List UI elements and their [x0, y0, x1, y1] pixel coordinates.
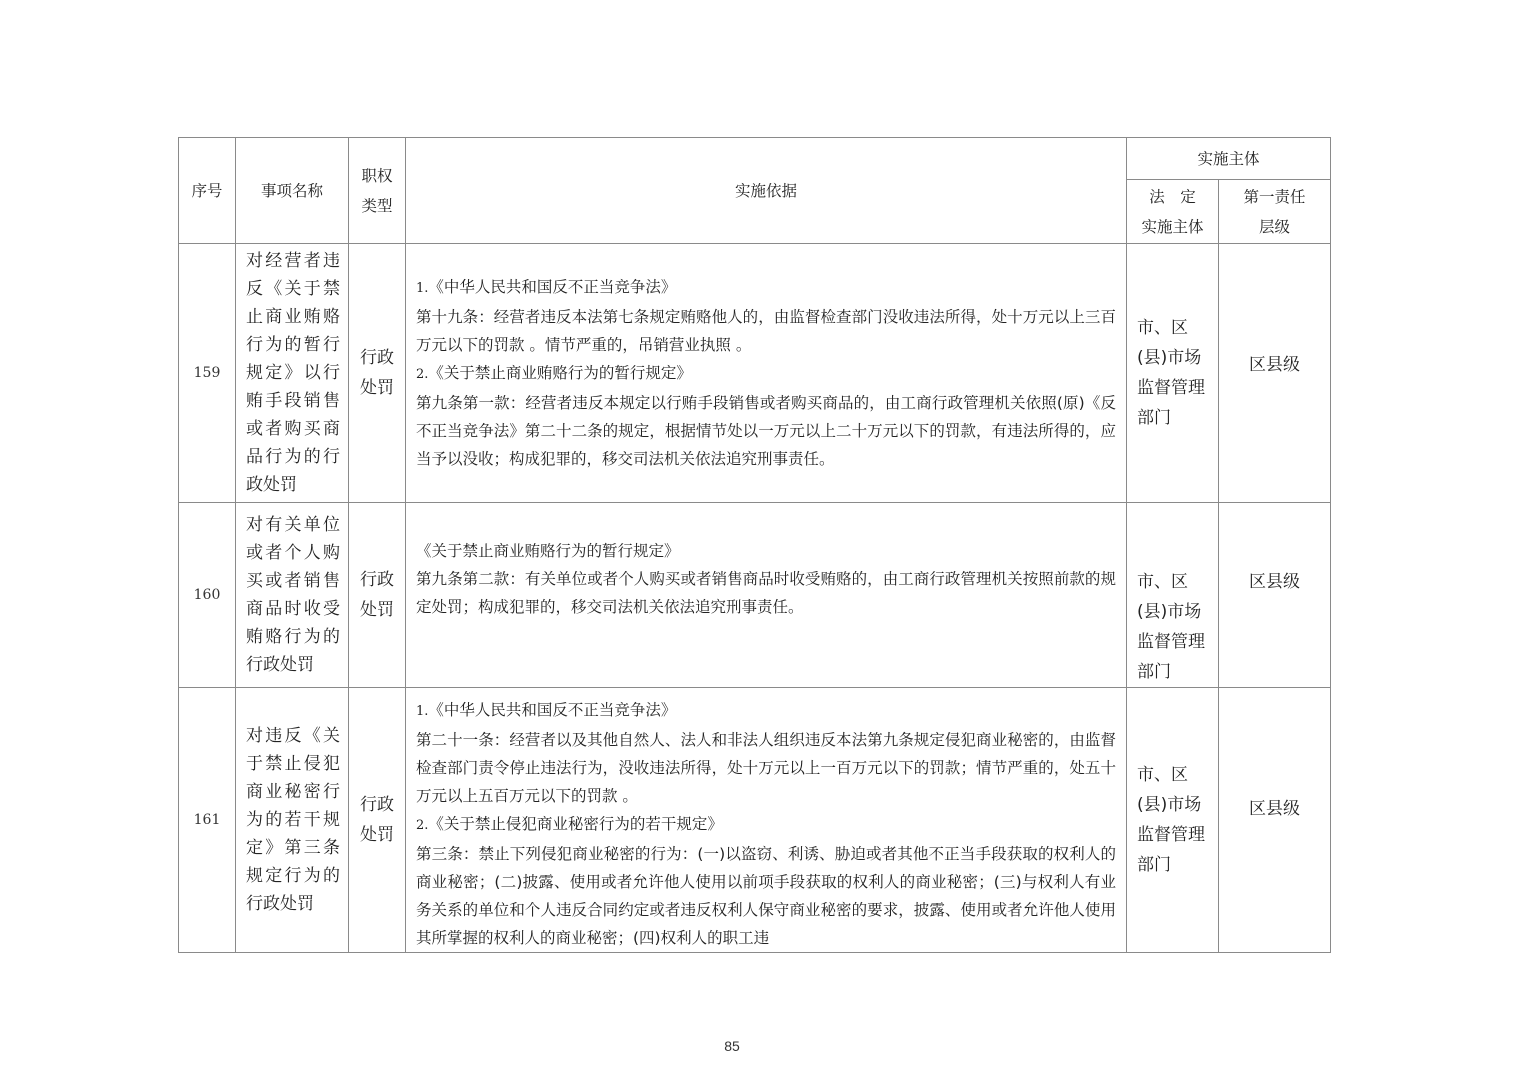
basis-line-text: 《中华人民共和国反不正当竞争法》: [428, 701, 677, 719]
basis-line-text: 第三条：禁止下列侵犯商业秘密的行为：(一)以盗窃、利诱、胁迫或者其他不正当手段获取的权利人的商业秘密；(二)披露、使用或者允许他人使用以前项手段获取的权利人的商业秘密；(三)与权利人有业务关系的单位和个人违反合同约定或者违反权利人保守商业秘密的要求，披露、使用或者允许他人使用其所掌握的权利人的商业秘密；(四)权利人的职工违: [416, 845, 1116, 947]
header-legal-subject-line2: 实施主体: [1141, 217, 1204, 236]
row-seq: 161: [179, 688, 236, 953]
header-legal-subject-line1: 法 定: [1149, 187, 1196, 206]
row-legal-subject: 市、区(县)市场监督管理部门: [1127, 503, 1219, 688]
row-responsibility-level: [1219, 503, 1331, 688]
row-basis: [406, 503, 1127, 688]
basis-line-text: 第九条第二款：有关单位或者个人购买或者销售商品时收受贿赂的，由工商行政管理机关按照前款的规定处罚；构成犯罪的，移交司法机关依法追究刑事责任。: [416, 570, 1116, 616]
basis-line: [416, 810, 1116, 840]
row-legal-subject: 市、区(县)市场监督管理部门: [1127, 688, 1219, 953]
header-power-type: [349, 138, 406, 244]
table-row: [179, 503, 1331, 688]
table-row: [179, 688, 1331, 953]
row-power-type: [349, 503, 406, 688]
row-seq: 159: [179, 244, 236, 503]
row-responsibility-level: [1219, 688, 1331, 953]
basis-line-text: 第二十一条：经营者以及其他自然人、法人和非法人组织违反本法第九条规定侵犯商业秘密的，由监督检查部门责令停止违法行为，没收违法所得，处十万元以上一百万元以下的罚款；情节严重的，处五十万元以上五百万元以下的罚款 。: [416, 731, 1116, 805]
header-responsibility-level-line1: 第一责任: [1243, 187, 1306, 206]
row-power-type-line2: 处罚: [360, 600, 394, 620]
basis-line-text: 《关于禁止商业贿赂行为的暂行规定》: [428, 364, 692, 382]
header-basis: 实施依据: [406, 138, 1127, 244]
basis-line: [416, 565, 1116, 621]
header-seq: 序号: [179, 138, 236, 244]
basis-line-text: 《中华人民共和国反不正当竞争法》: [428, 278, 677, 296]
basis-line-number: 2.: [416, 818, 429, 833]
header-responsibility-level-line2: 层级: [1259, 217, 1291, 236]
basis-line: [416, 537, 1116, 565]
header-legal-subject: [1127, 180, 1219, 244]
header-item-name: 事项名称: [236, 138, 349, 244]
header-responsibility-level: [1219, 180, 1331, 244]
row-seq: 160: [179, 503, 236, 688]
row-power-type: [349, 688, 406, 953]
basis-line-text: 第十九条：经营者违反本法第七条规定贿赂他人的，由监督检查部门没收违法所得，处十万元以上三百万元以下的罚款 。情节严重的，吊销营业执照 。: [416, 308, 1116, 354]
row-legal-subject: 市、区(县)市场监督管理部门: [1127, 244, 1219, 503]
header-power-type-line2: 类型: [361, 196, 393, 215]
row-power-type-line2: 处罚: [360, 378, 394, 398]
basis-line: [416, 389, 1116, 473]
row-item-name: 对有关单位或者个人购买或者销售商品时收受贿赂行为的行政处罚: [236, 503, 349, 688]
table-row: [179, 244, 1331, 503]
row-power-type-line2: 处罚: [360, 825, 394, 845]
page-number: 85: [724, 1038, 740, 1054]
row-basis: [406, 244, 1127, 503]
basis-line: [416, 359, 1116, 389]
basis-line: [416, 273, 1116, 303]
administrative-penalty-table: [178, 137, 1331, 953]
basis-line: [416, 726, 1116, 810]
row-power-type-line1: 行政: [360, 348, 394, 368]
row-basis: [406, 688, 1127, 953]
basis-line-number: 2.: [416, 367, 429, 382]
row-responsibility-level-text: 区县级: [1249, 799, 1300, 819]
row-power-type-line1: 行政: [360, 570, 394, 590]
basis-line: [416, 840, 1116, 952]
row-responsibility-level-text: 区县级: [1249, 355, 1300, 375]
basis-line-number: 1.: [416, 281, 429, 296]
header-subject-group: 实施主体: [1127, 138, 1331, 180]
basis-line-text: 《关于禁止侵犯商业秘密行为的若干规定》: [428, 815, 723, 833]
row-responsibility-level-text: 区县级: [1249, 572, 1300, 592]
basis-line-text: 《关于禁止商业贿赂行为的暂行规定》: [416, 542, 680, 560]
row-power-type: [349, 244, 406, 503]
row-power-type-line1: 行政: [360, 795, 394, 815]
header-power-type-line1: 职权: [361, 166, 393, 185]
basis-line: [416, 696, 1116, 726]
row-responsibility-level: [1219, 244, 1331, 503]
basis-line-number: 1.: [416, 704, 429, 719]
row-item-name: 对经营者违反《关于禁止商业贿赂行为的暂行规定》以行贿手段销售或者购买商品行为的行政处罚: [236, 244, 349, 503]
row-item-name: 对违反《关于禁止侵犯商业秘密行为的若干规定》第三条规定行为的行政处罚: [236, 688, 349, 953]
basis-line: [416, 303, 1116, 359]
basis-line-text: 第九条第一款：经营者违反本规定以行贿手段销售或者购买商品的，由工商行政管理机关依照(原)《反不正当竞争法》第二十二条的规定，根据情节处以一万元以上二十万元以下的罚款，有违法所得的，应当予以没收；构成犯罪的，移交司法机关依法追究刑事责任。: [416, 394, 1116, 468]
